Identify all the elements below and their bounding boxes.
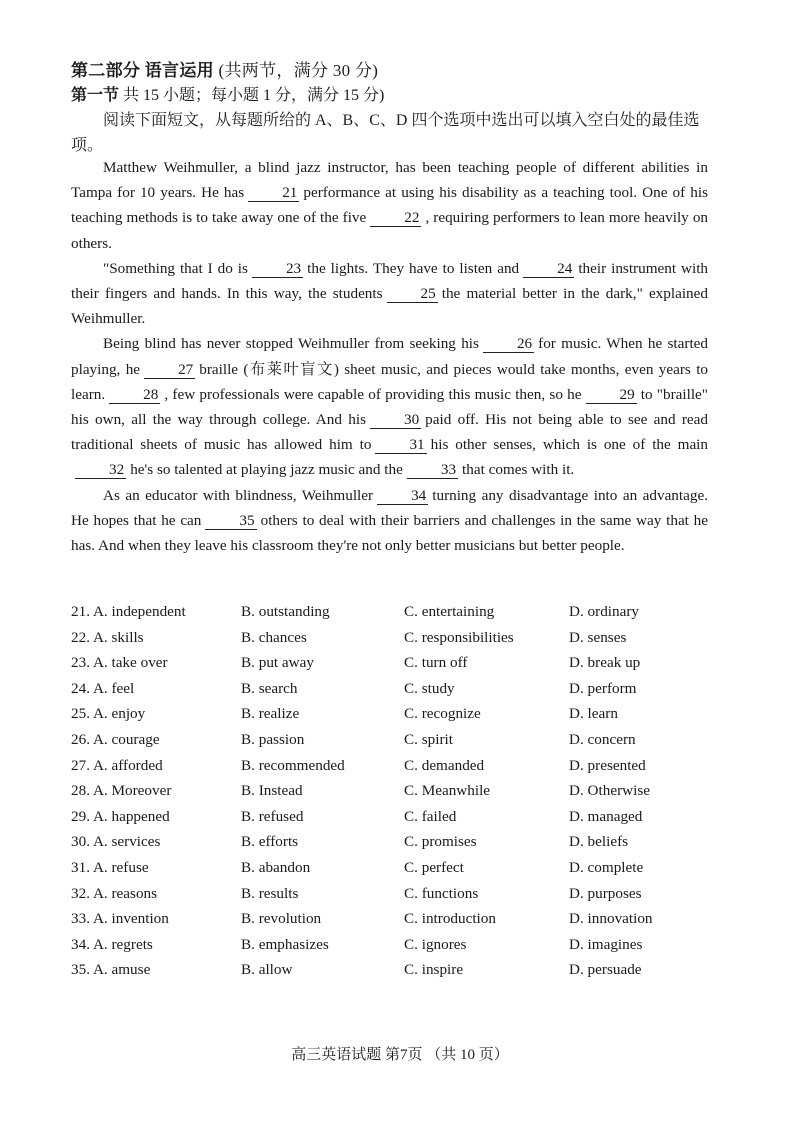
passage-text: , few professionals were capable of providing this music then, so he <box>164 385 582 403</box>
blank-26: 26 <box>483 336 534 353</box>
option-c: C. spirit <box>404 730 453 748</box>
option-c: C. failed <box>404 807 457 825</box>
option-a: 34. A. regrets <box>71 935 153 953</box>
option-d: D. persuade <box>569 961 642 979</box>
section-note: (共两节，满分 30 分) <box>218 61 379 80</box>
option-c: C. Meanwhile <box>404 782 491 800</box>
blank-28: 28 <box>109 387 160 404</box>
option-c: C. responsibilities <box>404 628 514 646</box>
subsection-heading <box>71 82 384 105</box>
option-b: B. revolution <box>241 910 322 928</box>
passage-text: Matthew Weihmuller, a blind jazz instructor, has been teaching people of different abilities in Tampa for 10 years. He has <box>71 159 708 202</box>
blank-31: 31 <box>375 437 426 454</box>
blank-33: 33 <box>407 462 458 479</box>
option-c: C. inspire <box>404 961 464 979</box>
option-c: C. demanded <box>404 756 485 774</box>
option-a: 31. A. refuse <box>71 858 149 876</box>
option-row-23 <box>71 654 731 680</box>
option-b: B. allow <box>241 961 293 979</box>
option-row-34 <box>71 936 731 962</box>
passage-text: others to deal with their barriers and challenges in the same way that he has. And when they leave his classroom they're not only better musicians but better people. <box>71 511 709 555</box>
option-row-25 <box>71 705 731 731</box>
option-d: D. presented <box>569 756 646 774</box>
paragraph-1 <box>71 155 708 256</box>
blank-27: 27 <box>144 362 195 379</box>
passage-text: their instrument with their fingers and hands. In this way, the students <box>71 259 709 303</box>
option-d: D. beliefs <box>569 833 629 851</box>
option-c: C. turn off <box>404 654 468 672</box>
option-b: B. outstanding <box>241 603 330 620</box>
passage-text: the material better in the dark," explained Weihmuller. <box>71 285 708 328</box>
option-b: B. Instead <box>241 782 303 800</box>
blank-24: 24 <box>523 261 574 278</box>
option-row-30 <box>71 833 731 859</box>
blank-29: 29 <box>586 387 637 404</box>
blank-32: 32 <box>75 462 126 479</box>
option-a: 23. A. take over <box>71 654 168 672</box>
option-c: C. recognize <box>404 705 481 723</box>
passage-text: braille (布莱叶盲文) sheet music, and pieces would take months, even years to learn. <box>71 360 709 403</box>
passage-text: As an educator with blindness, Weihmuller <box>103 486 374 504</box>
option-b: B. emphasizes <box>241 935 329 953</box>
option-b: B. put away <box>241 654 314 672</box>
option-row-22 <box>71 629 731 655</box>
passage-text: turning any disadvantage into an advantage. He hopes that he can <box>71 486 708 529</box>
instruction-text: 阅读下面短文，从每题所给的 A、B、C、D 四个选项中选出可以填入空白处的最佳选项。 <box>71 112 700 154</box>
option-c: C. study <box>404 679 455 697</box>
passage-text: the lights. They have to listen and <box>307 259 520 277</box>
passage-text: that comes with it. <box>462 461 575 479</box>
blank-25: 25 <box>387 286 438 303</box>
blank-30: 30 <box>370 412 421 429</box>
option-row-29 <box>71 808 731 834</box>
paragraph-2 <box>71 256 708 332</box>
section-title: 第二部分 语言运用 <box>71 61 214 80</box>
option-b: B. search <box>241 679 298 697</box>
option-a: 24. A. feel <box>71 679 135 697</box>
passage-text: to "braille" his own, all the way through college. And his <box>71 385 708 429</box>
option-c: C. introduction <box>404 910 496 928</box>
subsection-note: 共 15 小题；每小题 1 分，满分 15 分) <box>123 87 385 104</box>
option-row-33 <box>71 910 731 936</box>
option-d: D. perform <box>569 679 637 697</box>
option-a: 22. A. skills <box>71 628 144 646</box>
passage-text: paid off. His not being able to see and read traditional sheets of music has allowed him to <box>71 411 708 454</box>
option-d: D. Otherwise <box>569 782 650 800</box>
option-b: B. abandon <box>241 858 311 876</box>
option-b: B. realize <box>241 705 300 723</box>
option-a: 26. A. courage <box>71 730 160 748</box>
answer-options <box>71 603 731 987</box>
option-row-35 <box>71 961 731 987</box>
option-row-28 <box>71 782 731 808</box>
option-a: 29. A. happened <box>71 807 170 825</box>
blank-21: 21 <box>248 185 299 202</box>
option-row-32 <box>71 885 731 911</box>
blank-23: 23 <box>252 261 303 278</box>
option-a: 28. A. Moreover <box>71 782 172 800</box>
paragraph-3 <box>71 331 708 482</box>
option-d: D. managed <box>569 807 643 825</box>
option-row-26 <box>71 731 731 757</box>
option-b: B. results <box>241 884 299 902</box>
page-footer: 高三英语试题 第7页 （共 10 页） <box>291 1047 509 1063</box>
option-d: D. imagines <box>569 935 643 953</box>
option-b: B. chances <box>241 628 307 646</box>
option-c: C. entertaining <box>404 603 495 620</box>
option-d: D. complete <box>569 858 644 876</box>
option-d: D. concern <box>569 730 636 748</box>
option-d: D. innovation <box>569 910 653 928</box>
option-a: 27. A. afforded <box>71 756 163 774</box>
passage-text: Being blind has never stopped Weihmuller from seeking his <box>103 335 479 353</box>
passage-text: for music. When he started playing, he <box>71 335 709 378</box>
option-c: C. perfect <box>404 858 464 876</box>
option-a: 32. A. reasons <box>71 884 158 902</box>
option-row-27 <box>71 757 731 783</box>
cloze-passage <box>71 155 708 558</box>
option-row-31 <box>71 859 731 885</box>
option-d: D. ordinary <box>569 603 640 620</box>
option-c: C. ignores <box>404 935 467 953</box>
passage-text: he's so talented at playing jazz music and the <box>130 461 403 479</box>
passage-text: "Something that I do is <box>103 259 248 277</box>
subsection-title: 第一节 <box>71 87 120 104</box>
blank-34: 34 <box>377 488 428 505</box>
option-row-21 <box>71 603 731 629</box>
option-a: 35. A. amuse <box>71 961 151 979</box>
option-d: D. learn <box>569 705 618 723</box>
section-heading <box>71 56 378 81</box>
option-a: 33. A. invention <box>71 910 169 928</box>
option-a: 21. A. independent <box>71 603 186 620</box>
option-b: B. refused <box>241 807 304 825</box>
passage-text: his other senses, which is one of the main <box>430 436 708 454</box>
option-c: C. functions <box>404 884 479 902</box>
option-d: D. purposes <box>569 884 642 902</box>
blank-35: 35 <box>205 513 256 530</box>
option-a: 25. A. enjoy <box>71 705 146 723</box>
option-c: C. promises <box>404 833 477 851</box>
option-b: B. passion <box>241 730 305 748</box>
option-row-24 <box>71 680 731 706</box>
option-b: B. efforts <box>241 833 299 851</box>
option-d: D. senses <box>569 628 627 646</box>
passage-text: , requiring performers to lean more heavily on others. <box>71 209 709 252</box>
option-b: B. recommended <box>241 756 345 774</box>
blank-22: 22 <box>370 210 421 227</box>
paragraph-4 <box>71 483 708 559</box>
option-d: D. break up <box>569 654 641 672</box>
option-a: 30. A. services <box>71 833 161 851</box>
passage-text: performance at using his disability as a teaching tool. One of his teaching methods is to take away one of the five <box>71 184 709 227</box>
